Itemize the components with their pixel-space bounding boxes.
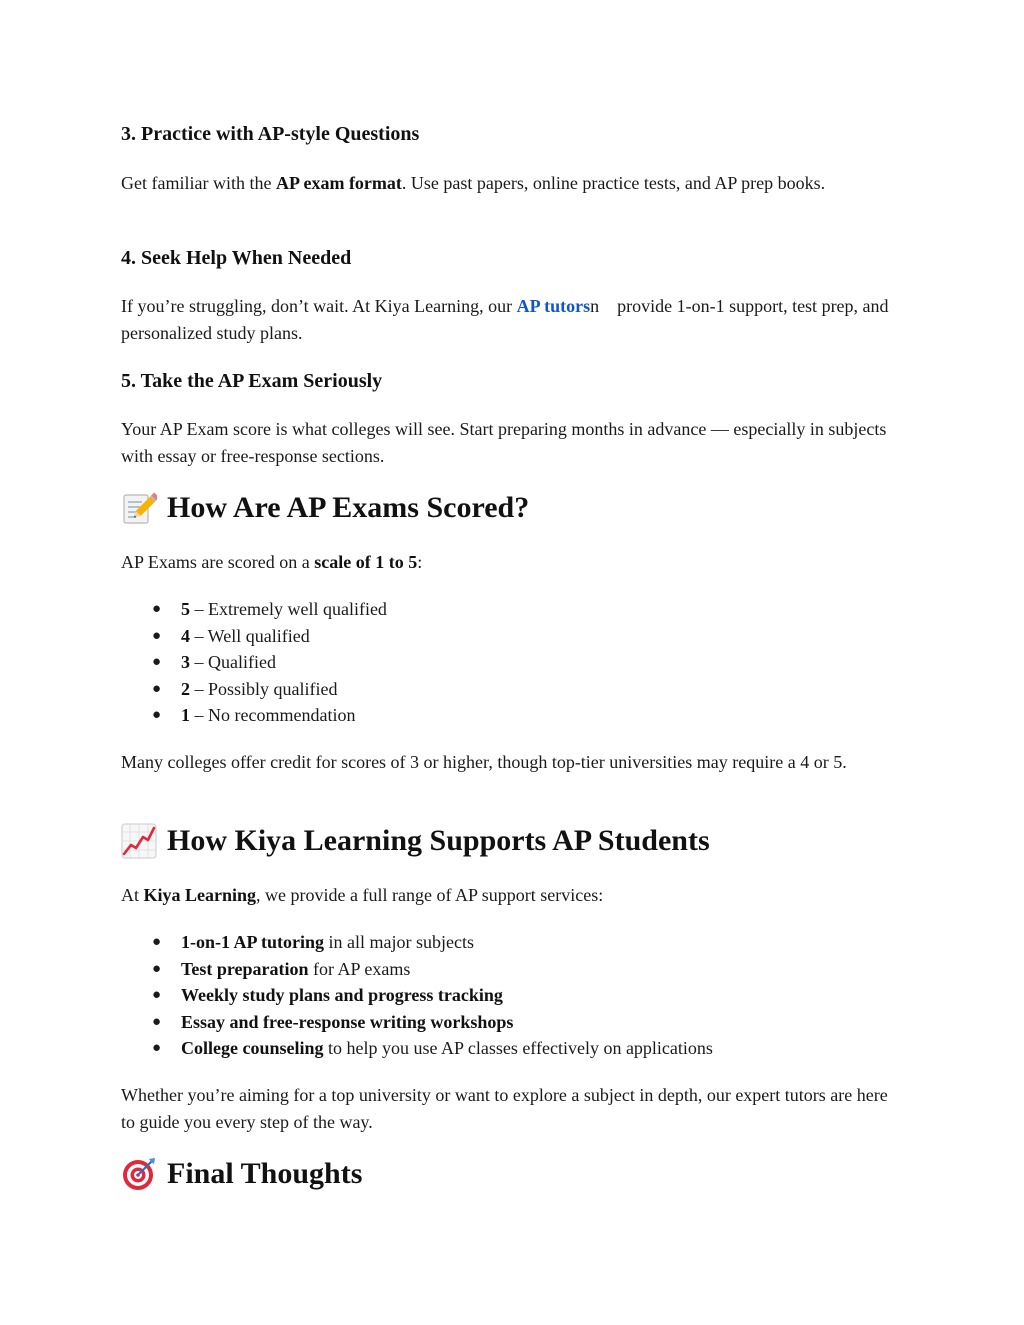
section-5-heading: 5. Take the AP Exam Seriously — [121, 370, 383, 392]
list-item: ● Weekly study plans and progress tracking — [152, 985, 503, 1006]
section-4-heading: 4. Seek Help When Needed — [121, 247, 352, 269]
list-item: ● College counseling to help you use AP classes effectively on applications — [152, 1038, 713, 1059]
section-3-paragraph: Get familiar with the AP exam format. Use past papers, online practice tests, and AP prep books. — [121, 173, 826, 193]
bold-ap-exam-format: AP exam format — [275, 173, 402, 193]
services-list — [121, 929, 713, 1062]
section-4-paragraph: If you’re struggling, don’t wait. At Kiya Learning, our AP tutorsn provide 1-on-1 support, test prep, and personalized study plans. — [121, 296, 889, 343]
list-item: ● 1 – No recommendation — [152, 705, 356, 726]
ap-tutors-link[interactable]: AP tutors — [516, 296, 591, 316]
supports-outro: Whether you’re aiming for a top university or want to explore a subject in depth, our expert tutors are here to guide you every step of the way. — [121, 1085, 888, 1132]
scored-outro: Many colleges offer credit for scores of 3 or higher, though top-tier universities may require a 4 or 5. — [121, 752, 847, 772]
list-item: ● 5 – Extremely well qualified — [152, 599, 387, 619]
score-list — [121, 596, 387, 729]
scored-heading-text: How Are AP Exams Scored? — [167, 491, 530, 524]
supports-heading-text: How Kiya Learning Supports AP Students — [167, 824, 710, 857]
scored-heading — [121, 488, 529, 528]
section-3-heading: 3. Practice with AP-style Questions — [121, 123, 420, 145]
list-item: ● 4 – Well qualified — [152, 625, 310, 646]
list-item: ● Test preparation for AP exams — [152, 958, 411, 979]
supports-heading — [121, 821, 710, 861]
supports-intro: At Kiya Learning, we provide a full range of AP support services: — [121, 885, 604, 905]
list-item: ● 3 – Qualified — [152, 652, 276, 673]
list-item: ● Essay and free-response writing workshops — [152, 1011, 514, 1032]
list-item: ● 2 – Possibly qualified — [152, 678, 338, 699]
chart-increasing-icon — [121, 823, 157, 859]
section-5-paragraph: Your AP Exam score is what colleges will see. Start preparing months in advance — especially in subjects with essay or free-response sections. — [121, 419, 887, 466]
final-heading-text: Final Thoughts — [167, 1157, 363, 1190]
list-item: ● 1-on-1 AP tutoring in all major subjects — [152, 932, 474, 952]
memo-pencil-icon — [121, 490, 157, 526]
scored-intro: AP Exams are scored on a scale of 1 to 5: — [121, 552, 423, 572]
final-heading — [121, 1154, 362, 1194]
direct-hit-target-icon — [121, 1156, 157, 1192]
